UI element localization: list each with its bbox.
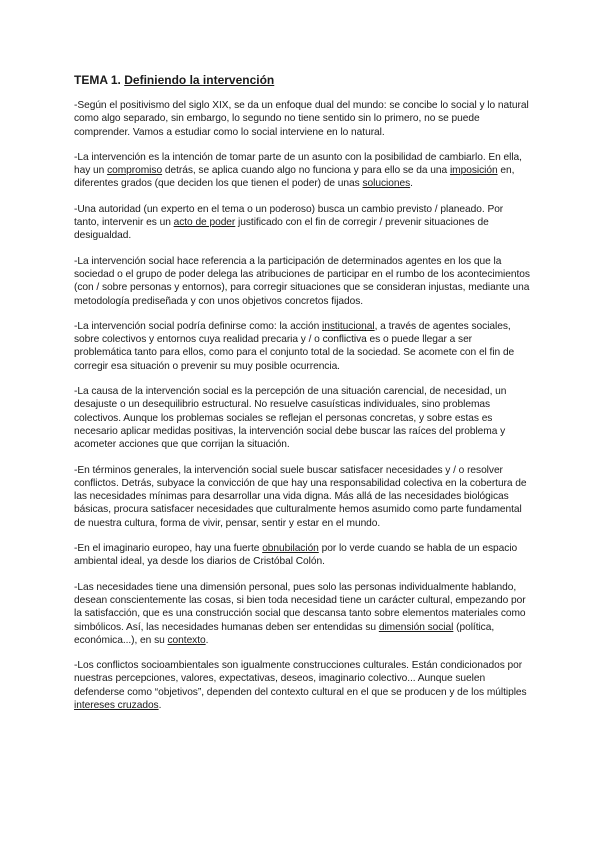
paragraph-text: , a través de agentes sociales, sobre colectivos y entornos cuya realidad precaria y / o conflictiva es o puede llegar a ser problemática tanto para ellos, como para el conjunto total de la sociedad. Se acomete con el fin de corregir esa situación o prevenir su muy posible ocurrencia. <box>74 320 515 372</box>
paragraph-text: -Una autoridad (un experto en el tema o un poderoso) busca un cambio previsto / planeado. Por tanto, intervenir es un <box>74 203 504 229</box>
paragraph <box>74 464 530 530</box>
paragraph-text: -La intervención social podría definirse como: la acción <box>74 320 323 332</box>
paragraph-text: -La intervención es la intención de tomar parte de un asunto con la posibilidad de cambiarlo. En ella, hay un <box>74 151 522 177</box>
paragraph <box>74 99 530 139</box>
paragraph-text: . <box>205 634 209 646</box>
paragraph-text: justificado con el fin de corregir / prevenir situaciones de desigualdad. <box>74 217 489 242</box>
paragraph <box>74 659 530 712</box>
document-body <box>74 72 530 724</box>
underlined-term: imposición <box>449 165 498 177</box>
underlined-term: obnubilación <box>262 543 319 555</box>
paragraph <box>74 151 530 191</box>
paragraph-list <box>74 99 530 712</box>
underlined-term: intereses cruzados <box>74 699 159 711</box>
paragraph-text: por lo verde cuando se habla de un espacio ambiental ideal, ya desde los diarios de Cristóbal Colón. <box>74 543 518 568</box>
underlined-term: dimensión social <box>378 621 454 633</box>
paragraph <box>74 203 530 243</box>
paragraph <box>74 385 530 451</box>
page-title <box>74 72 530 88</box>
underlined-term: soluciones <box>362 178 411 190</box>
paragraph-text: -En términos generales, la intervención social suele buscar satisfacer necesidades y / o resolver conflictos. Detrás, subyace la convicción de que hay una responsabilidad colectiva en la cobertura de las necesidades mínimas para desarrollar una vida digna. Más allá de las necesidades biológicas básicas, procura satisfacer necesidades que culturalmente hemos asumido como parte fundamental de nuestra cultura, forma de vivir, pensar, sentir y estar en el mundo. <box>74 464 527 529</box>
paragraph-text: -La intervención social hace referencia a la participación de determinados agentes en los que la sociedad o el grupo de poder delega las atribuciones de participar en el rumbo de los acontecimientos (con / sobre personas y entornos), para corregir situaciones que se consideran injustas, mediante una metodología prediseñada y con unos objetivos concretos fijados. <box>74 255 530 307</box>
paragraph-text: (política, económica...), en su <box>74 621 495 646</box>
paragraph-text: . <box>158 699 162 711</box>
paragraph-text: . <box>410 178 413 190</box>
paragraph-text: -Las necesidades tiene una dimensión personal, pues solo las personas individualmente hablando, desean conscientemente las cosas, si bien toda necesidad tiene un carácter cultural, empezando por la satisfacción, que es una construcción social que descansa tanto sobre elementos materiales como simbólicos. Así, las necesidades humanas deben ser entendidas su <box>74 581 526 633</box>
underlined-term: acto de poder <box>173 217 236 229</box>
paragraph-text: detrás, se aplica cuando algo no funciona y para ello se da una <box>162 165 450 177</box>
paragraph <box>74 255 530 308</box>
paragraph-text: -Según el positivismo del siglo XIX, se da un enfoque dual del mundo: se concibe lo social y lo natural como algo separado, sin embargo, lo segundo no tiene sentido sin lo primero, no se puede comprender. Vamos a estudiar como lo social interviene en lo natural. <box>74 100 529 138</box>
underlined-term: compromiso <box>107 165 163 177</box>
paragraph <box>74 581 530 647</box>
paragraph-text: -La causa de la intervención social es la percepción de una situación carencial, de necesidad, un desajuste o un desequilibrio estructural. No resuelve casuísticas individuales, sino problemas colectivos. Aunque los problemas sociales se reflejan el personas concretas, y sobre estas es necesario aplicar medidas positivas, la intervención social debe buscar las raíces del problema y acometer acciones que que corrijan la situación. <box>74 386 507 451</box>
paragraph-text: -Los conflictos socioambientales son igualmente construcciones culturales. Están condicionados por nuestras percepciones, valores, expectativas, deseos, imaginario colectivo... Aunque suelen defenderse como “objetivos”, dependen del contexto cultural en el que se producen y de los múltiples <box>74 660 527 698</box>
paragraph-text: -En el imaginario europeo, hay una fuerte <box>74 543 263 555</box>
title-prefix: TEMA 1. <box>74 73 125 87</box>
title-main: Definiendo la intervención <box>124 73 275 87</box>
paragraph <box>74 542 530 569</box>
underlined-term: institucional <box>322 320 375 332</box>
paragraph-text: en, diferentes grados (que deciden los que tienen el poder) de unas <box>74 165 515 190</box>
paragraph <box>74 320 530 373</box>
underlined-term: contexto <box>167 634 206 646</box>
